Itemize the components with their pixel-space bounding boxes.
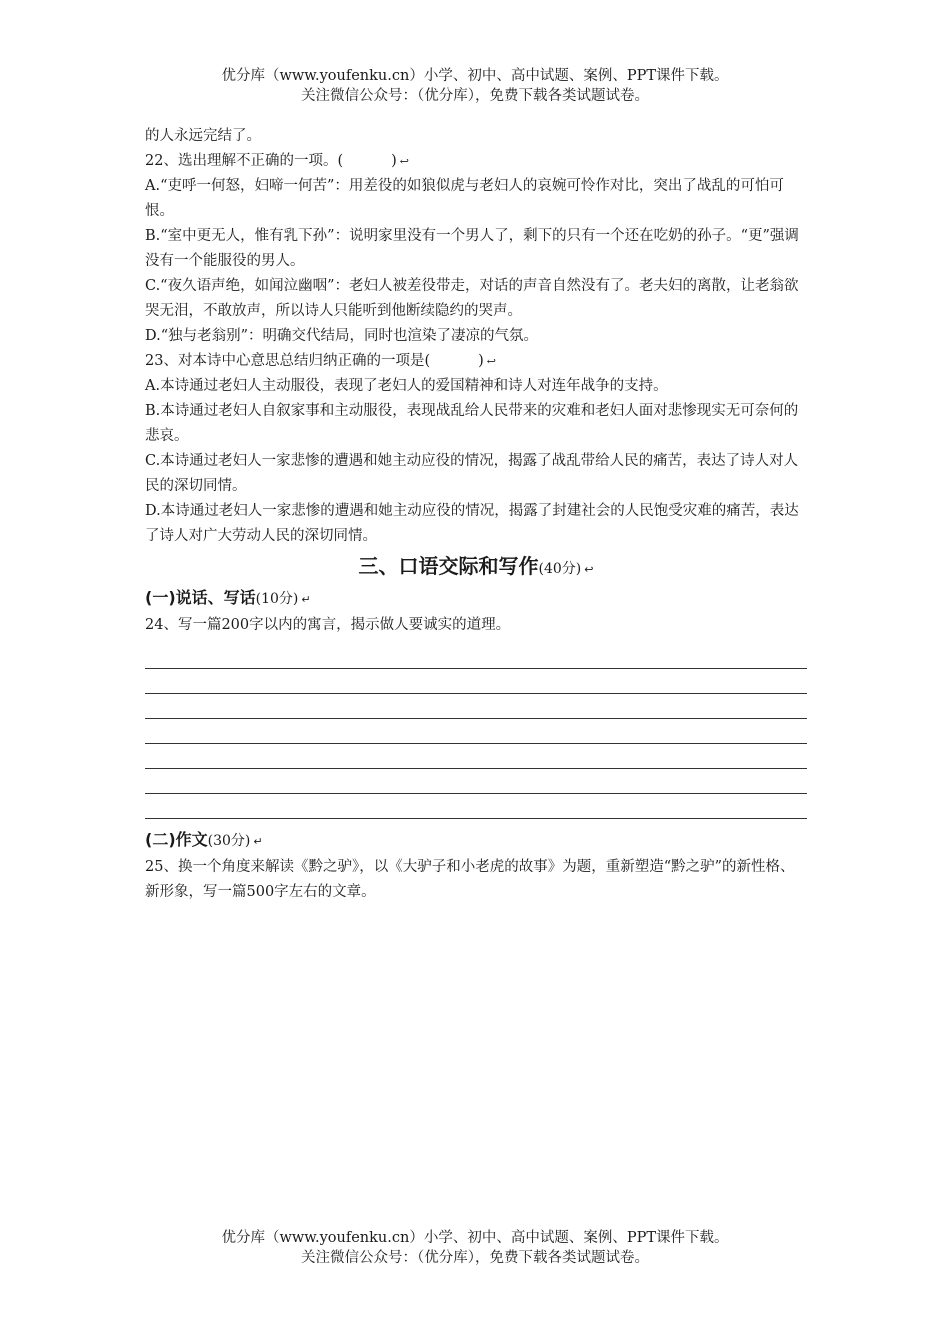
question-24: 24、写一篇200字以内的寓言，揭示做人要诚实的道理。 [145,617,511,633]
part-2-title-text: (二)作文 [145,830,208,849]
question-22-stem-close: ) [391,153,397,169]
header-line-1: 优分库（www.youfenku.cn）小学、初中、高中试题、案例、PPT课件下载。 [221,68,729,84]
paragraph-mark-icon: ↩ [584,563,594,576]
question-22-option-b: B.“室中更无人，惟有乳下孙”：说明家里没有一个男人了，剩下的只有一个还在吃奶的孙子。“更”强调没有一个能服役的男人。 [145,228,799,269]
question-23-option-c: C.本诗通过老妇人一家悲惨的遭遇和她主动应役的情况，揭露了战乱带给人民的痛苦，表达了诗人对人民的深切同情。 [145,453,799,494]
footer-line-1: 优分库（www.youfenku.cn）小学、初中、高中试题、案例、PPT课件下载。 [221,1230,729,1246]
question-22-stem [145,149,807,174]
question-23-option-b: B.本诗通过老妇人自叙家事和主动服役，表现战乱给人民带来的灾难和老妇人面对悲惨现实无可奈何的悲哀。 [145,403,799,444]
footer-line-2: 关注微信公众号：（优分库），免费下载各类试题试卷。 [301,1250,649,1266]
question-23-stem-text: 23、对本诗中心意思总结归纳正确的一项是( [145,353,431,369]
writing-line[interactable] [145,694,807,719]
part-1-title-text: (一)说话、写话 [145,588,256,607]
section-3-title [145,551,807,585]
part-1-score: (10分) [255,591,299,607]
writing-line[interactable] [145,644,807,669]
question-23-option-d: D.本诗通过老妇人一家悲惨的遭遇和她主动应役的情况，揭露了封建社会的人民饱受灾难的痛苦，表达了诗人对广大劳动人民的深切同情。 [145,503,799,544]
paragraph-mark-icon: ↩ [486,355,496,368]
part-2-score: (30分) [207,833,251,849]
question-22-option-d: D.“独与老翁别”：明确交代结局，同时也渲染了凄凉的气氛。 [145,328,539,344]
writing-area[interactable] [145,644,807,819]
page-footer [0,1228,950,1268]
question-23-option-a: A.本诗通过老妇人主动服役，表现了老妇人的爱国精神和诗人对连年战争的支持。 [145,378,668,394]
question-23-stem [145,349,807,374]
question-22-stem-text: 22、选出理解不正确的一项。( [145,153,344,169]
section-3-score: (40分) [538,561,582,577]
paragraph-mark-icon: ↵ [301,593,311,606]
header-line-2: 关注微信公众号：（优分库），免费下载各类试题试卷。 [301,88,649,104]
question-25: 25、换一个角度来解读《黔之驴》，以《大驴子和小老虎的故事》为题，重新塑造“黔之驴”的新性格、新形象，写一篇500字左右的文章。 [145,859,795,900]
question-22-option-a: A.“吏呼一何怒，妇啼一何苦”：用差役的如狼似虎与老妇人的哀婉可怜作对比，突出了战乱的可怕可恨。 [145,178,784,219]
page-header [0,66,950,106]
writing-line[interactable] [145,769,807,794]
question-22-option-c: C.“夜久语声绝，如闻泣幽咽”：老妇人被差役带走，对话的声音自然没有了。老夫妇的离散，让老翁欲哭无泪，不敢放声，所以诗人只能听到他断续隐约的哭声。 [145,278,799,319]
paragraph-mark-icon: ↩ [399,155,409,168]
paragraph-mark-icon: ↵ [253,835,263,848]
writing-line[interactable] [145,719,807,744]
continuation-text: 的人永远完结了。 [145,128,261,144]
spacer [145,819,807,827]
part-2-title [145,827,807,855]
writing-line[interactable] [145,669,807,694]
page-content [145,124,807,905]
question-23-stem-close: ) [478,353,484,369]
writing-line[interactable] [145,794,807,819]
part-1-title [145,585,807,613]
writing-line[interactable] [145,744,807,769]
section-3-title-text: 三、口语交际和写作 [358,554,539,578]
